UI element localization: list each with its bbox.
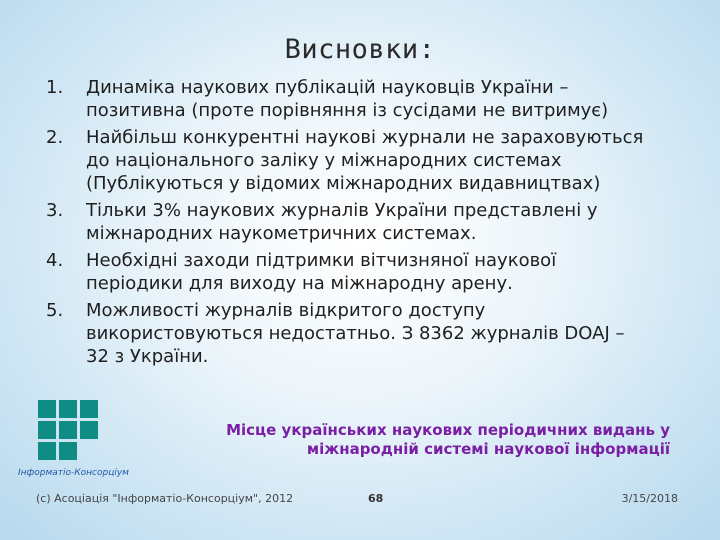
list-item	[46, 199, 696, 245]
item-line: періодики для виходу на міжнародну арену.	[86, 273, 513, 294]
item-line: Можливості журналів відкритого доступу	[86, 300, 486, 321]
item-number: 4.	[46, 250, 64, 271]
subtitle-line: міжнародній системі наукової інформації	[306, 440, 670, 458]
list-item	[46, 76, 696, 122]
item-line: Необхідні заходи підтримки вітчизняної наукової	[86, 250, 557, 271]
subtitle-line: Місце українських наукових періодичних видань у	[226, 421, 670, 439]
item-line: позитивна (проте порівняння із сусідами не витримує)	[86, 100, 609, 121]
item-line: Динаміка наукових публікацій науковців України –	[86, 77, 569, 98]
item-number: 5.	[46, 300, 64, 321]
slide-title: Висновки:	[284, 34, 436, 65]
item-number: 2.	[46, 127, 64, 148]
item-line: Найбільш конкурентні наукові журнали не зараховуються	[86, 127, 644, 148]
item-line: до національного заліку у міжнародних системах	[86, 150, 562, 171]
section-subtitle	[150, 421, 670, 459]
consortium-logo	[18, 400, 129, 478]
item-line: 32 з України.	[86, 346, 209, 367]
item-line: Тільки 3% наукових журналів України представлені у	[86, 200, 598, 221]
page-number: 68	[368, 492, 384, 505]
item-number: 1.	[46, 77, 64, 98]
footer-copyright: (c) Асоціація "Інформатіо-Консорціум", 2012	[36, 492, 294, 505]
item-line: використовуються недостатньо. З 8362 журналів DOAJ –	[86, 323, 625, 344]
item-line: (Публікуються у відомих міжнародних видавництвах)	[86, 173, 601, 194]
item-line: міжнародних наукометричних системах.	[86, 223, 477, 244]
item-number: 3.	[46, 200, 64, 221]
list-item	[46, 299, 696, 368]
footer-date: 3/15/2018	[621, 492, 678, 505]
logo-text: Інформатіо-Консорціум	[18, 468, 129, 478]
logo-grid-icon	[38, 400, 98, 460]
conclusions-list	[46, 76, 696, 372]
list-item	[46, 249, 696, 295]
list-item	[46, 126, 696, 195]
